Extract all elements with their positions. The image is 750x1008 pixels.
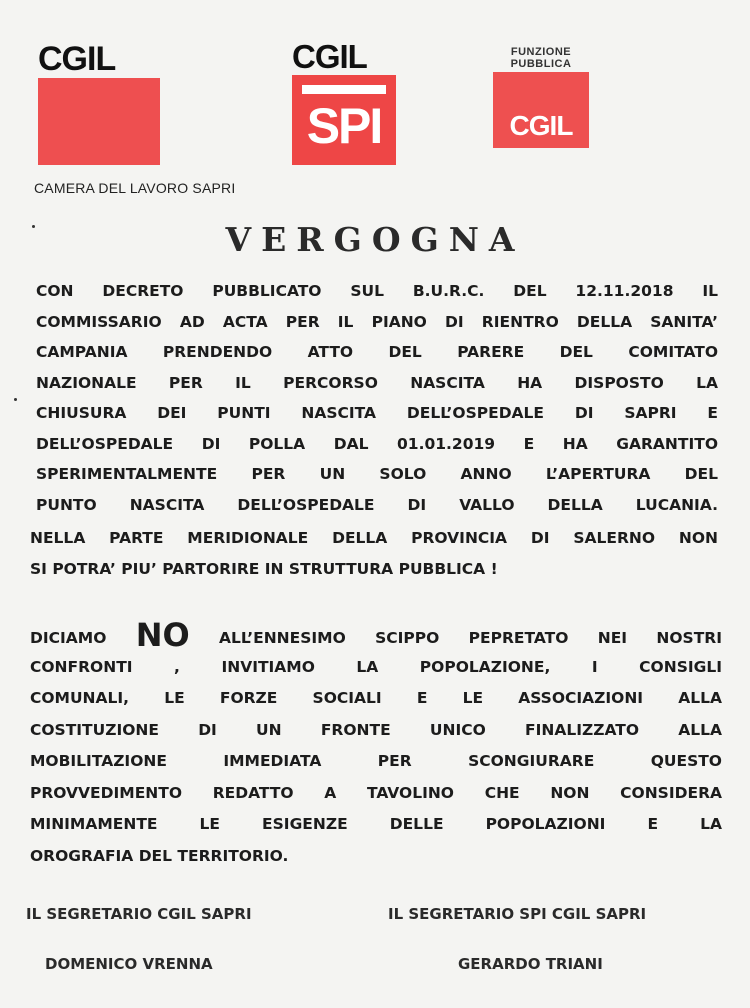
cgil-spi-logo-text: CGIL xyxy=(292,38,367,75)
page-title: VERGOGNA xyxy=(225,220,525,259)
cgil-spi-logo xyxy=(292,40,396,165)
signature-left-title: IL SEGRETARIO CGIL SAPRI xyxy=(26,905,252,923)
signature-right-name: GERARDO TRIANI xyxy=(458,955,603,973)
text-line: PUNTO NASCITA DELL’OSPEDALE DI VALLO DELLA LUCANIA. xyxy=(36,495,718,514)
paragraph-decree xyxy=(36,276,718,520)
text-line: NELLA PARTE MERIDIONALE DELLA PROVINCIA DI SALERNO NON xyxy=(30,529,718,547)
paragraph-consequence xyxy=(30,523,718,584)
text-line: NAZIONALE PER IL PERCORSO NASCITA HA DISPOSTO LA xyxy=(36,373,718,392)
paper-speck xyxy=(32,225,35,228)
text-line: CONFRONTI , INVITIAMO LA POPOLAZIONE, I CONSIGLI xyxy=(30,657,722,676)
spi-logo-text: SPI xyxy=(306,98,382,154)
text-diciamo: DICIAMO xyxy=(30,629,107,647)
spi-logo-white-bar xyxy=(302,85,386,94)
funzione-logo-line1: FUNZIONE xyxy=(510,46,572,58)
cgil-logo-red-square xyxy=(38,78,160,165)
emphasis-no: NO xyxy=(135,616,190,654)
text-line: DELL’OSPEDALE DI POLLA DAL 01.01.2019 E HA GARANTITO xyxy=(36,434,718,453)
text-line: CAMPANIA PRENDENDO ATTO DEL PARERE DEL COMITATO xyxy=(36,343,718,361)
paper-speck xyxy=(14,398,17,401)
paragraph-call-to-action xyxy=(30,616,722,872)
funzione-logo-line2: PUBBLICA xyxy=(510,58,572,70)
text-line: MINIMAMENTE LE ESIGENZE DELLE POPOLAZIONI E LA xyxy=(30,815,722,833)
signature-right-title: IL SEGRETARIO SPI CGIL SAPRI xyxy=(388,905,647,923)
text-line: MOBILITAZIONE IMMEDIATA PER SCONGIURARE QUESTO xyxy=(30,752,722,770)
text-line: CON DECRETO PUBBLICATO SUL B.U.R.C. DEL 12.11.2018 IL xyxy=(36,282,718,300)
text-line: PROVVEDIMENTO REDATTO A TAVOLINO CHE NON CONSIDERA xyxy=(30,783,722,802)
cgil-logo xyxy=(38,42,160,165)
text-line: SI POTRA’ PIU’ PARTORIRE IN STRUTTURA PUBBLICA ! xyxy=(30,559,498,578)
funzione-logo-red-block xyxy=(493,72,589,148)
text-line: COMUNALI, LE FORZE SOCIALI E LE ASSOCIAZIONI ALLA xyxy=(30,689,722,707)
text-line: COMMISSARIO AD ACTA PER IL PIANO DI RIENTRO DELLA SANITA’ xyxy=(36,312,718,331)
text-line-rest: ALL’ENNESIMO SCIPPO PEPRETATO NEI NOSTRI xyxy=(219,629,722,647)
spi-logo-red-block xyxy=(292,75,396,165)
signature-left-name: DOMENICO VRENNA xyxy=(45,955,213,973)
text-line-first xyxy=(30,616,722,654)
funzione-logo-cgil-text: CGIL xyxy=(509,110,573,141)
cgil-logo-text: CGIL xyxy=(38,40,116,78)
text-line: OROGRAFIA DEL TERRITORIO. xyxy=(30,846,289,865)
text-line: SPERIMENTALMENTE PER UN SOLO ANNO L’APERTURA DEL xyxy=(36,465,718,483)
text-line: CHIUSURA DEI PUNTI NASCITA DELL’OSPEDALE DI SAPRI E xyxy=(36,404,718,422)
organization-name: CAMERA DEL LAVORO SAPRI xyxy=(34,180,236,196)
text-line: COSTITUZIONE DI UN FRONTE UNICO FINALIZZATO ALLA xyxy=(30,720,722,739)
funzione-pubblica-logo xyxy=(493,46,589,148)
